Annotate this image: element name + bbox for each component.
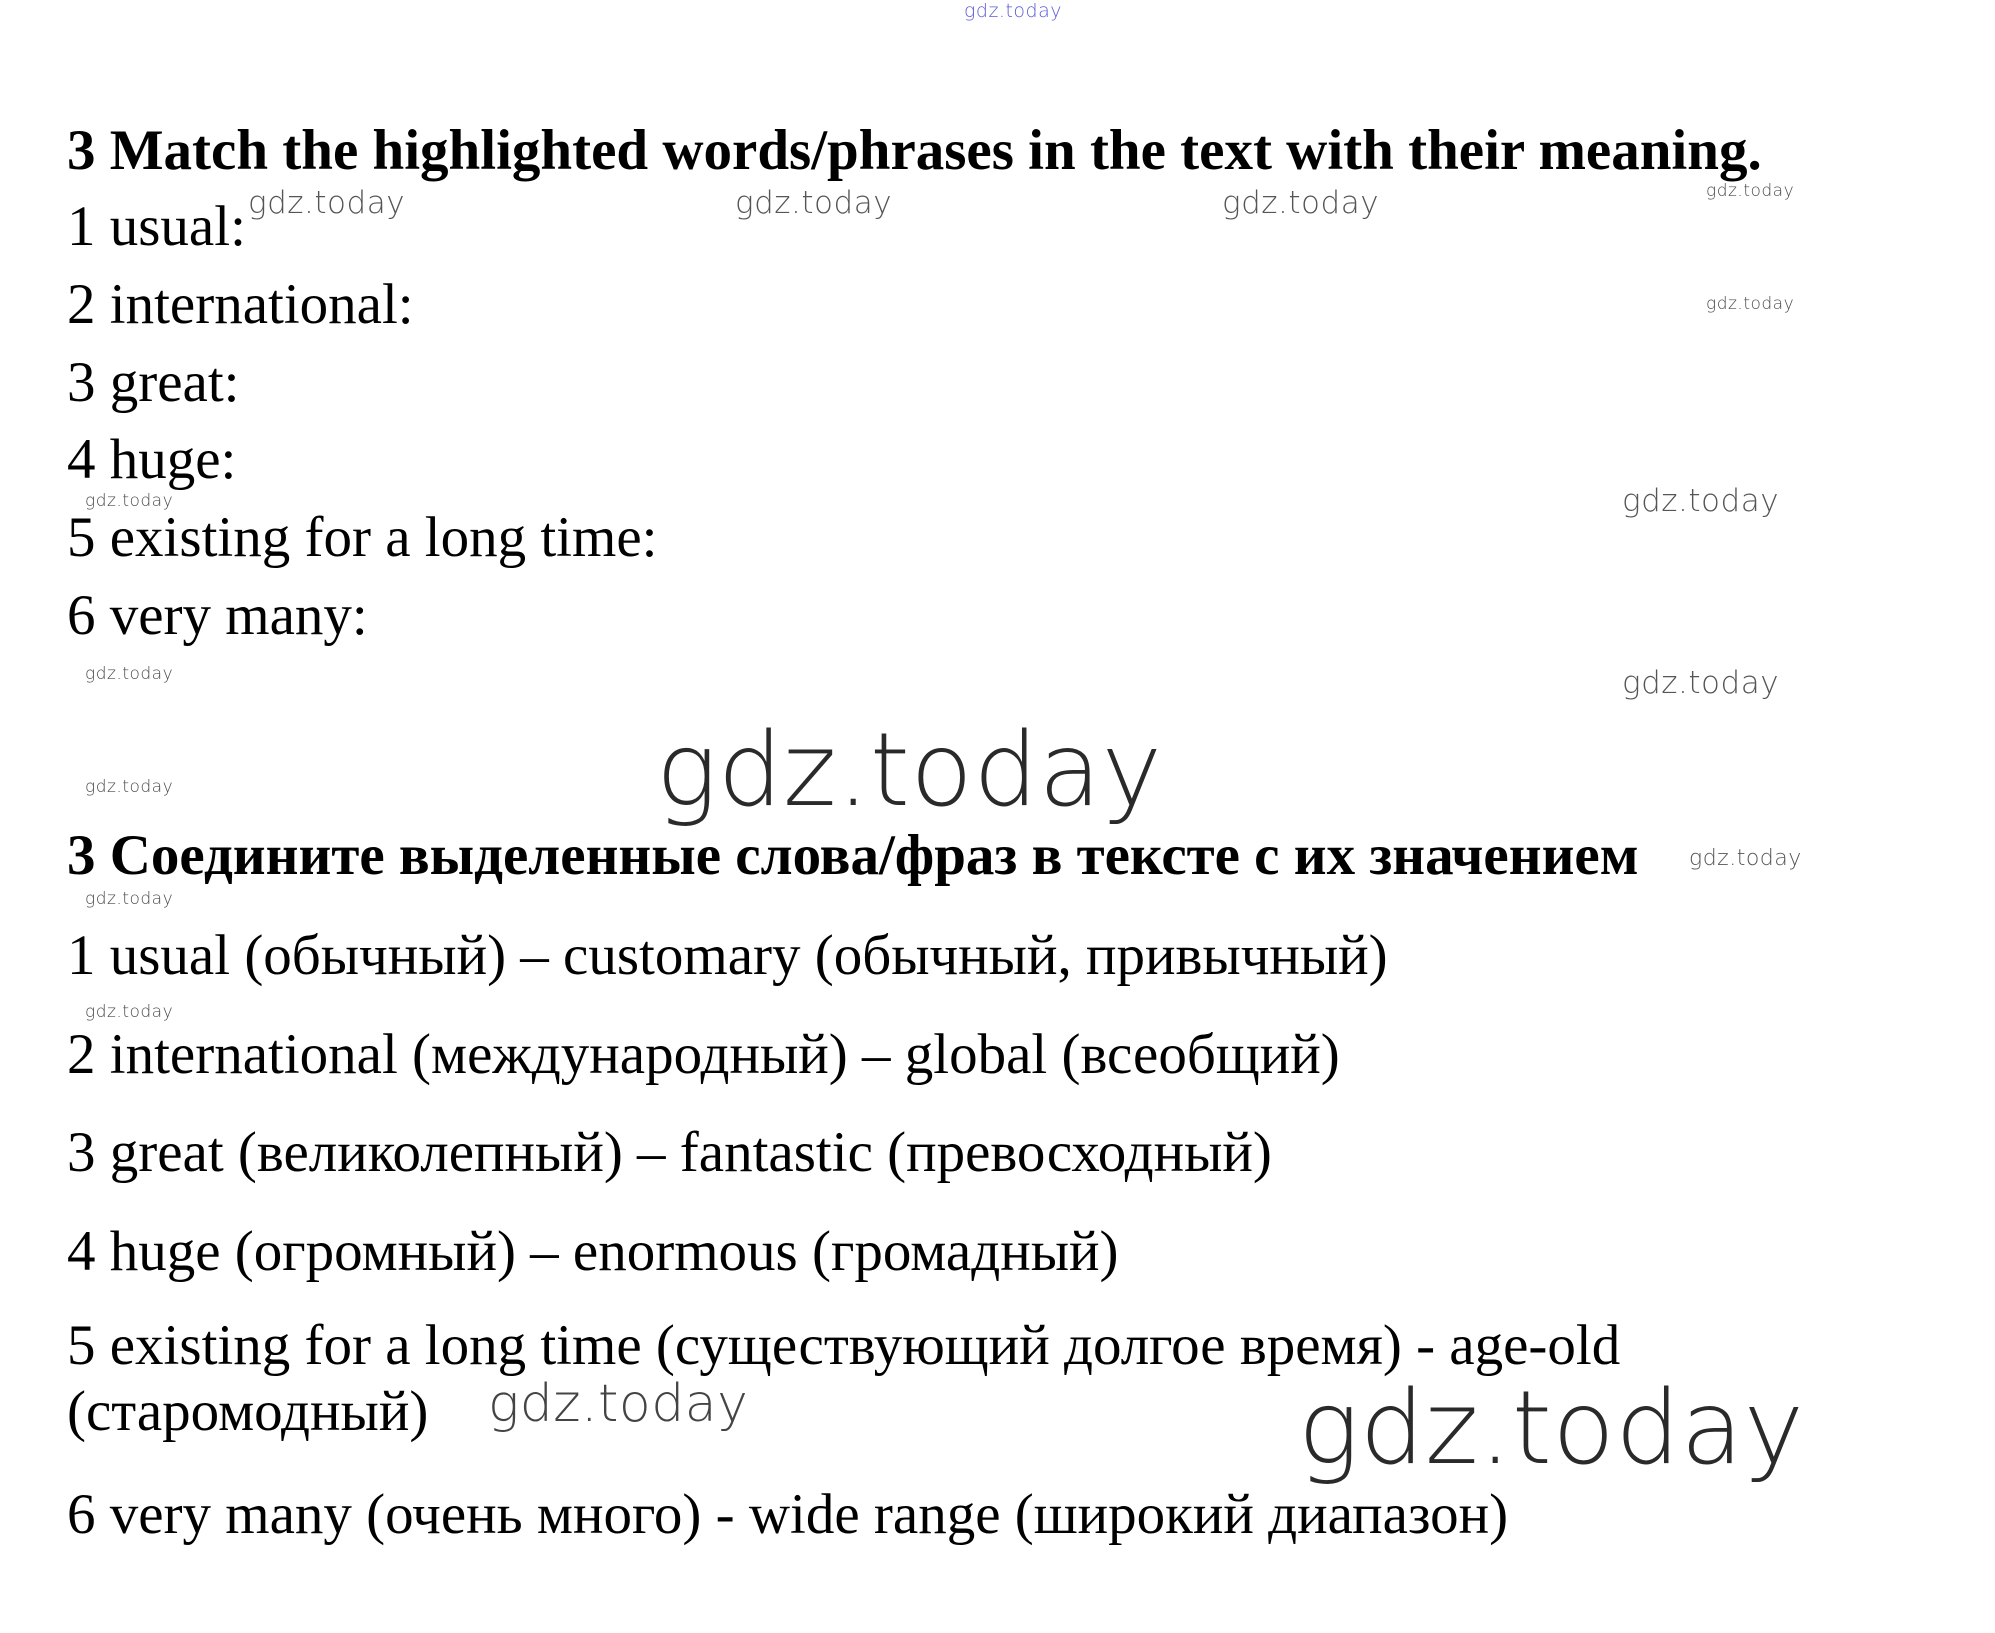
watermark: gdz.today — [85, 664, 174, 684]
russian-item-usual: 1 usual (обычный) – customary (обычный, привычный) — [67, 924, 1388, 987]
watermark: gdz.today — [735, 185, 893, 221]
watermark: gdz.today — [1222, 185, 1380, 221]
russian-item-huge: 4 huge (огромный) – enormous (громадный) — [67, 1220, 1119, 1283]
russian-item-existing: 5 existing for a long time (существующий долгое время) - age-old (старомодный) — [67, 1314, 1621, 1443]
russian-item-international: 2 international (международный) – global (всеобщий) — [67, 1023, 1340, 1086]
watermark: gdz.today — [85, 889, 174, 909]
watermark: gdz.today — [1706, 181, 1795, 201]
watermark: gdz.today — [85, 777, 174, 797]
english-item-very-many: 6 very many: — [67, 584, 368, 647]
watermark: gdz.today — [1622, 665, 1780, 701]
watermark-top: gdz.today — [964, 0, 1062, 22]
watermark: gdz.today — [656, 711, 1163, 830]
watermark: gdz.today — [85, 491, 174, 511]
watermark: gdz.today — [1689, 846, 1802, 871]
english-item-huge: 4 huge: — [67, 428, 237, 491]
watermark: gdz.today — [488, 1374, 749, 1434]
english-item-existing: 5 existing for a long time: — [67, 506, 658, 569]
english-task-heading: 3 Match the highlighted words/phrases in the text with their meaning. — [67, 119, 1762, 182]
russian-item-very-many: 6 very many (очень много) - wide range (широкий диапазон) — [67, 1483, 1509, 1546]
english-item-great: 3 great: — [67, 351, 240, 414]
english-item-international: 2 international: — [67, 273, 414, 336]
english-item-usual: 1 usual: — [67, 195, 246, 258]
watermark: gdz.today — [85, 1002, 174, 1022]
russian-task-heading: 3 Соедините выделенные слова/фраз в тексте с их значением — [67, 824, 1639, 887]
watermark: gdz.today — [1622, 483, 1780, 519]
watermark: gdz.today — [1706, 294, 1795, 314]
watermark: gdz.today — [248, 185, 406, 221]
russian-item-great: 3 great (великолепный) – fantastic (превосходный) — [67, 1121, 1272, 1184]
watermark: gdz.today — [1298, 1369, 1805, 1488]
